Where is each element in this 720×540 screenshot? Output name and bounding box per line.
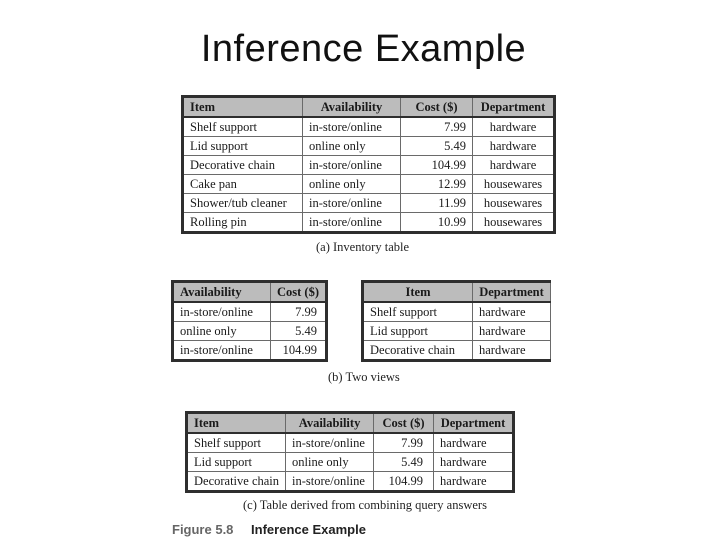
cell-cost: 11.99 — [401, 194, 473, 213]
cell-item: Lid support — [187, 453, 286, 472]
cell-department: hardware — [473, 302, 551, 322]
cell-availability: online only — [303, 175, 401, 194]
cell-availability: online only — [173, 322, 271, 341]
view-item-department-table — [361, 280, 551, 362]
cell-availability: in-store/online — [303, 213, 401, 233]
table-row — [183, 156, 555, 175]
inventory-table — [181, 95, 556, 234]
cell-cost: 5.49 — [401, 137, 473, 156]
cell-item: Decorative chain — [187, 472, 286, 492]
figure-caption — [172, 522, 366, 537]
figure-title: Inference Example — [251, 522, 366, 537]
table-row — [187, 472, 514, 492]
cell-department: hardware — [473, 156, 555, 175]
header-availability: Availability — [286, 413, 374, 434]
cell-cost: 104.99 — [374, 472, 434, 492]
cell-availability: in-store/online — [286, 433, 374, 453]
header-cost: Cost ($) — [374, 413, 434, 434]
table-row — [363, 322, 551, 341]
cell-availability: online only — [286, 453, 374, 472]
table-row — [183, 117, 555, 137]
caption-two-views: (b) Two views — [328, 370, 400, 384]
table-row — [187, 433, 514, 453]
cell-department: hardware — [473, 137, 555, 156]
cell-cost: 10.99 — [401, 213, 473, 233]
table-row — [173, 322, 327, 341]
table-header-row — [183, 97, 555, 118]
cell-department: housewares — [473, 194, 555, 213]
table-header-row — [173, 282, 327, 303]
table-row — [187, 453, 514, 472]
cell-department: housewares — [473, 175, 555, 194]
cell-availability: in-store/online — [303, 156, 401, 175]
cell-department: hardware — [473, 117, 555, 137]
cell-cost: 7.99 — [401, 117, 473, 137]
table-row — [363, 302, 551, 322]
header-availability: Availability — [173, 282, 271, 303]
cell-department: hardware — [473, 322, 551, 341]
table-row — [173, 302, 327, 322]
header-department: Department — [434, 413, 514, 434]
cell-availability: in-store/online — [303, 194, 401, 213]
header-cost: Cost ($) — [401, 97, 473, 118]
cell-item: Shelf support — [363, 302, 473, 322]
table-header-row — [363, 282, 551, 303]
cell-item: Lid support — [183, 137, 303, 156]
cell-department: hardware — [434, 453, 514, 472]
cell-item: Shelf support — [187, 433, 286, 453]
figure-number: Figure 5.8 — [172, 522, 234, 537]
cell-availability: in-store/online — [173, 341, 271, 361]
cell-availability: in-store/online — [286, 472, 374, 492]
table-row — [183, 194, 555, 213]
header-availability: Availability — [303, 97, 401, 118]
cell-cost: 104.99 — [271, 341, 327, 361]
header-item: Item — [187, 413, 286, 434]
cell-item: Cake pan — [183, 175, 303, 194]
cell-item: Shelf support — [183, 117, 303, 137]
slide-title: Inference Example — [200, 28, 527, 70]
caption-inventory-table: (a) Inventory table — [316, 240, 410, 254]
table-header-row — [187, 413, 514, 434]
cell-availability: online only — [303, 137, 401, 156]
header-item: Item — [363, 282, 473, 303]
cell-department: hardware — [473, 341, 551, 361]
derived-table — [185, 411, 515, 493]
cell-cost: 12.99 — [401, 175, 473, 194]
cell-department: hardware — [434, 472, 514, 492]
view-availability-cost-table — [171, 280, 328, 362]
table-row — [183, 213, 555, 233]
table-row — [173, 341, 327, 361]
table-row — [363, 341, 551, 361]
header-department: Department — [473, 97, 555, 118]
cell-availability: in-store/online — [173, 302, 271, 322]
cell-item: Rolling pin — [183, 213, 303, 233]
caption-derived-table: (c) Table derived from combining query answers — [243, 498, 487, 512]
cell-cost: 5.49 — [271, 322, 327, 341]
cell-department: housewares — [473, 213, 555, 233]
header-item: Item — [183, 97, 303, 118]
table-row — [183, 137, 555, 156]
header-department: Department — [473, 282, 551, 303]
cell-department: hardware — [434, 433, 514, 453]
cell-item: Shower/tub cleaner — [183, 194, 303, 213]
table-row — [183, 175, 555, 194]
cell-cost: 7.99 — [374, 433, 434, 453]
cell-cost: 7.99 — [271, 302, 327, 322]
cell-cost: 104.99 — [401, 156, 473, 175]
cell-item: Lid support — [363, 322, 473, 341]
cell-item: Decorative chain — [183, 156, 303, 175]
header-cost: Cost ($) — [271, 282, 327, 303]
cell-item: Decorative chain — [363, 341, 473, 361]
cell-cost: 5.49 — [374, 453, 434, 472]
cell-availability: in-store/online — [303, 117, 401, 137]
